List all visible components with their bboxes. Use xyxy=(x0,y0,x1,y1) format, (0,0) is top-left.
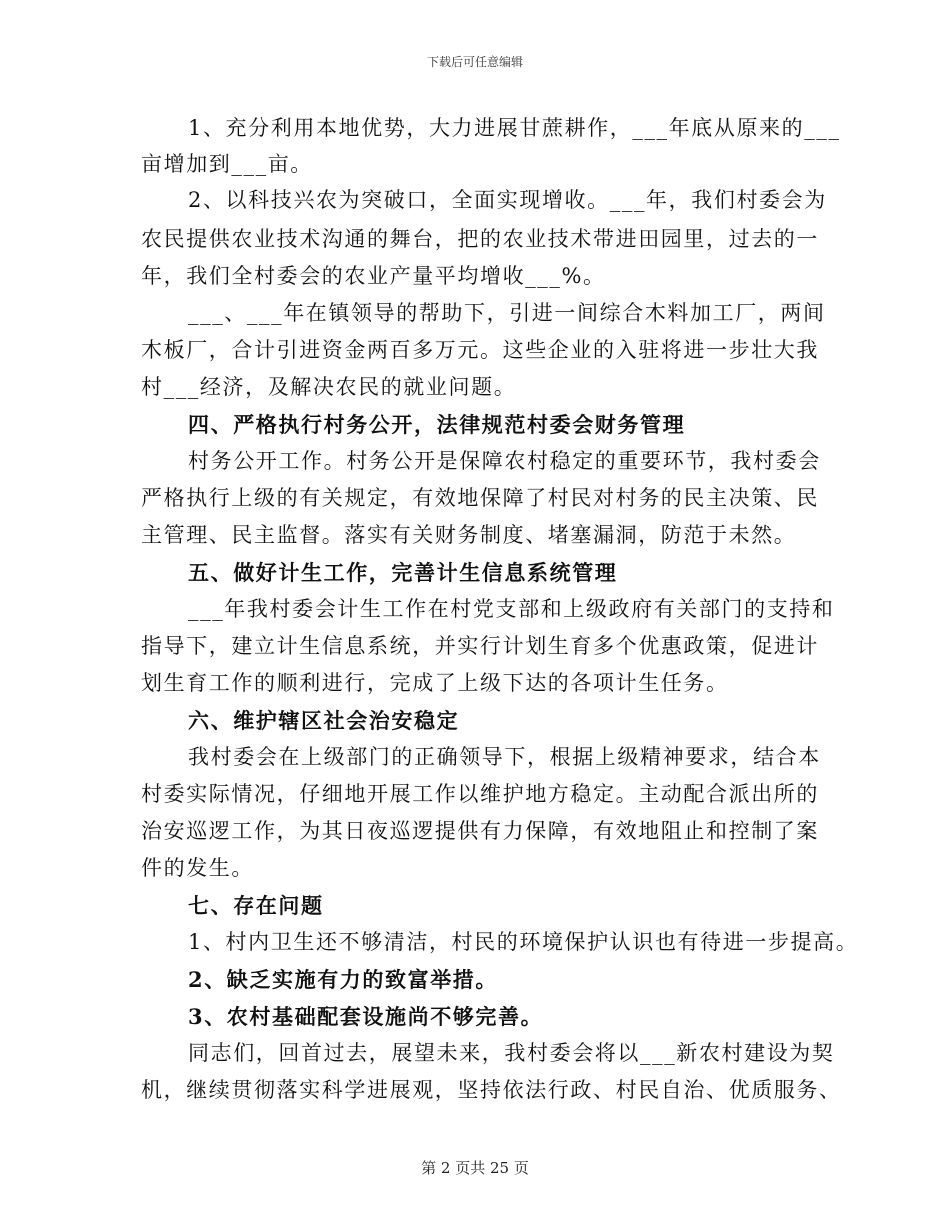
list-item-bold: 3、农村基础配套设施尚不够完善。 xyxy=(188,1004,544,1029)
paragraph-line: 村务公开工作。村务公开是保障农村稳定的重要环节，我村委会 xyxy=(188,449,821,473)
paragraph-line: 主管理、民主监督。落实有关财务制度、堵塞漏洞，防范于未然。 xyxy=(141,523,797,547)
paragraph-line: 木板厂，合计引进资金两百多万元。这些企业的入驻将进一步壮大我 xyxy=(141,338,819,362)
paragraph-line: 农民提供农业技术沟通的舞台，把的农业技术带进田园里，过去的一 xyxy=(141,227,819,251)
paragraph-line: 件的发生。 xyxy=(141,856,254,880)
paragraph-line: 同志们，回首过去，展望未来，我村委会将以___新农村建设为契 xyxy=(188,1041,835,1065)
paragraph-line: 村委实际情况，仔细地开展工作以维护地方稳定。主动配合派出所的 xyxy=(141,782,819,806)
paragraph-line: ___、___年在镇领导的帮助下，引进一间综合木料加工厂，两间 xyxy=(188,301,826,325)
section-heading: 五、做好计生工作，完善计生信息系统管理 xyxy=(188,560,618,585)
paragraph-line: 治安巡逻工作，为其日夜巡逻提供有力保障，有效地阻止和控制了案 xyxy=(141,819,819,843)
section-heading: 四、严格执行村务公开，法律规范村委会财务管理 xyxy=(188,412,686,437)
page-footer: 第 2 页共 25 页 xyxy=(421,1159,529,1177)
paragraph-line: 亩增加到___亩。 xyxy=(141,152,313,176)
paragraph-line: 2、以科技兴农为突破口，全面实现增收。___年，我们村委会为 xyxy=(188,188,827,212)
section-heading: 六、维护辖区社会治安稳定 xyxy=(188,708,460,733)
paragraph-line: 划生育工作的顺利进行，完成了上级下达的各项计生任务。 xyxy=(141,671,729,695)
list-item-bold: 2、缺乏实施有力的致富举措。 xyxy=(188,967,499,992)
paragraph-line: 机，继续贯彻落实科学进展观，坚持依法行政、村民自治、优质服务、 xyxy=(141,1078,842,1102)
paragraph-line: ___年我村委会计生工作在村党支部和上级政府有关部门的支持和 xyxy=(188,597,835,621)
paragraph-line: 年，我们全村委会的农业产量平均增收___%。 xyxy=(141,264,606,288)
section-heading: 七、存在问题 xyxy=(188,893,324,918)
paragraph-line: 1、村内卫生还不够清洁，村民的环境保护认识也有待进一步提高。 xyxy=(188,930,859,954)
paragraph-line: 我村委会在上级部门的正确领导下，根据上级精神要求，结合本 xyxy=(188,745,821,769)
page-header: 下载后可任意编辑 xyxy=(426,55,523,69)
paragraph-line: 1、充分利用本地优势，大力进展甘蔗耕作，___年底从原来的___ xyxy=(188,116,841,140)
paragraph-line: 村___经济，及解决农民的就业问题。 xyxy=(141,375,517,399)
paragraph-line: 严格执行上级的有关规定，有效地保障了村民对村务的民主决策、民 xyxy=(141,486,819,510)
paragraph-line: 指导下，建立计生信息系统，并实行计划生育多个优惠政策，促进计 xyxy=(141,634,819,658)
